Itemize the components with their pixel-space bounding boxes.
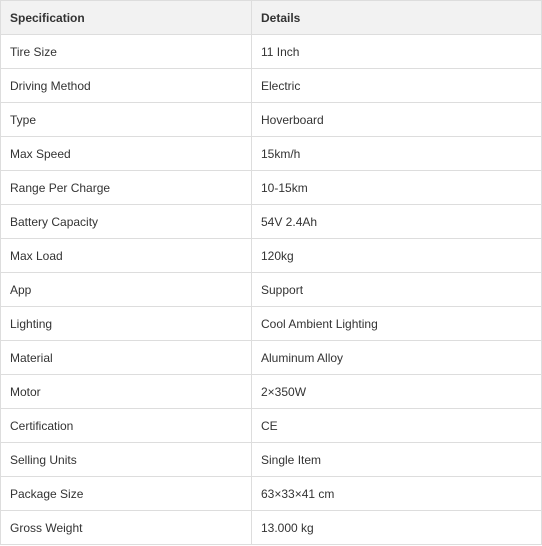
spec-name-cell: Battery Capacity [1, 205, 252, 239]
table-row [1, 375, 542, 409]
spec-value-cell: Aluminum Alloy [252, 341, 542, 375]
table-row [1, 477, 542, 511]
spec-value-cell: 63×33×41 cm [252, 477, 542, 511]
spec-value-cell: Hoverboard [252, 103, 542, 137]
spec-value-cell: Single Item [252, 443, 542, 477]
spec-name-cell: Max Speed [1, 137, 252, 171]
spec-value-cell: 11 Inch [252, 35, 542, 69]
spec-value-cell: 2×350W [252, 375, 542, 409]
spec-value-cell: 54V 2.4Ah [252, 205, 542, 239]
table-row [1, 137, 542, 171]
header-specification: Specification [1, 1, 252, 35]
spec-value-cell: Electric [252, 69, 542, 103]
spec-name-cell: Driving Method [1, 69, 252, 103]
spec-name-cell: Type [1, 103, 252, 137]
spec-name-cell: Certification [1, 409, 252, 443]
spec-name-cell: Selling Units [1, 443, 252, 477]
spec-name-cell: Lighting [1, 307, 252, 341]
table-row [1, 205, 542, 239]
spec-value-cell: CE [252, 409, 542, 443]
spec-name-cell: Gross Weight [1, 511, 252, 545]
table-row [1, 511, 542, 545]
table-row [1, 273, 542, 307]
table-row [1, 409, 542, 443]
table-row [1, 35, 542, 69]
spec-value-cell: 15km/h [252, 137, 542, 171]
spec-value-cell: Cool Ambient Lighting [252, 307, 542, 341]
spec-value-cell: 10-15km [252, 171, 542, 205]
spec-name-cell: Package Size [1, 477, 252, 511]
table-header-row [1, 1, 542, 35]
table-row [1, 341, 542, 375]
spec-name-cell: App [1, 273, 252, 307]
table-row [1, 443, 542, 477]
table-row [1, 171, 542, 205]
spec-name-cell: Range Per Charge [1, 171, 252, 205]
spec-name-cell: Tire Size [1, 35, 252, 69]
table-row [1, 239, 542, 273]
spec-value-cell: 120kg [252, 239, 542, 273]
spec-value-cell: 13.000 kg [252, 511, 542, 545]
table-row [1, 69, 542, 103]
table-row [1, 103, 542, 137]
table-row [1, 307, 542, 341]
spec-value-cell: Support [252, 273, 542, 307]
spec-name-cell: Material [1, 341, 252, 375]
spec-name-cell: Max Load [1, 239, 252, 273]
header-details: Details [252, 1, 542, 35]
spec-name-cell: Motor [1, 375, 252, 409]
